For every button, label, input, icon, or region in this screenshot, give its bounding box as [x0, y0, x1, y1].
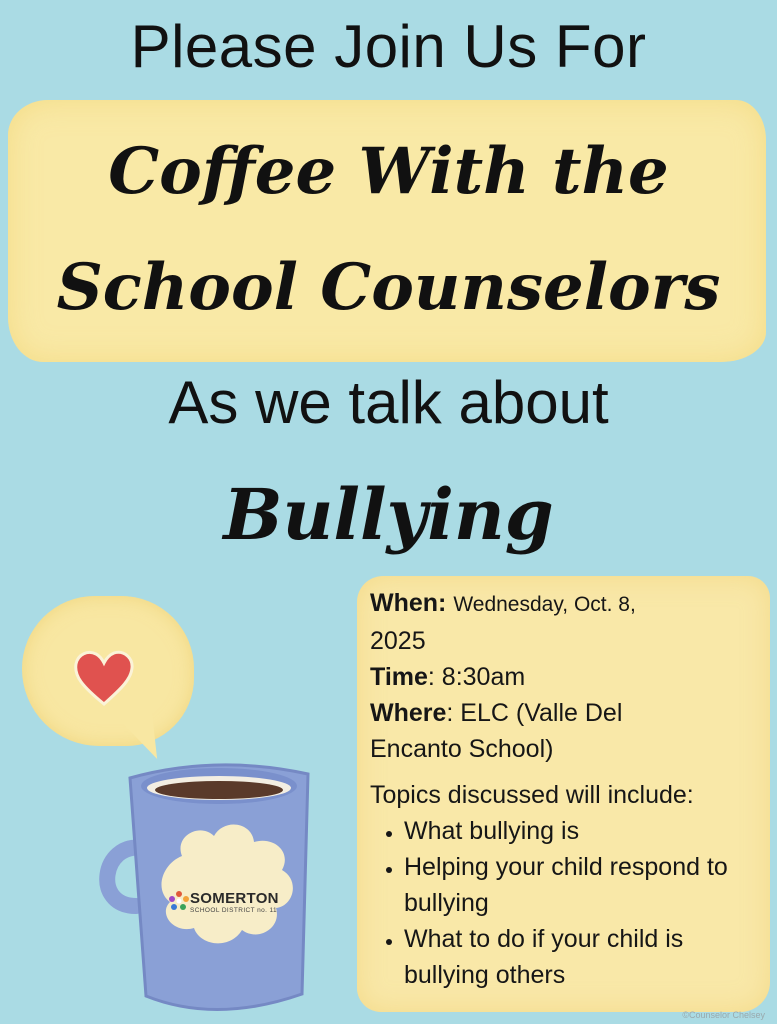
topic-heading: Bullying [223, 473, 554, 556]
list-item: • What bullying is [404, 813, 765, 849]
time-value: : 8:30am [427, 663, 526, 691]
credit-text: ©Counselor Chelsey [682, 1010, 765, 1020]
when-label: When: [370, 589, 447, 617]
lead-in-heading: As we talk about [168, 369, 609, 436]
district-logo [190, 890, 310, 914]
district-logo-subtitle: SCHOOL DISTRICT no. 11 [190, 907, 278, 914]
when-year: 2025 [370, 627, 426, 655]
mug-icon [96, 756, 328, 1020]
topics-list [370, 813, 765, 993]
list-item: • What to do if your child is bullying others [404, 921, 765, 993]
event-title-line-1: Coffee With the [108, 134, 669, 209]
where-label: Where [370, 699, 447, 727]
where-value: : ELC (Valle Del [446, 699, 623, 727]
topics-intro: Topics discussed will include: [370, 781, 694, 809]
intro-heading: Please Join Us For [130, 13, 647, 80]
district-logo-name: SOMERTON [190, 890, 279, 907]
where-line [370, 695, 765, 731]
where-value-2: Encanto School) [370, 735, 554, 763]
when-line [370, 585, 765, 623]
logo-star-icon [168, 890, 190, 912]
heart-icon [72, 646, 136, 710]
time-label: Time [370, 663, 428, 691]
event-title-line-2: School Counselors [56, 250, 721, 325]
time-line [370, 659, 765, 695]
list-item: • Helping your child respond to bullying [404, 849, 765, 921]
when-value: Wednesday, Oct. 8, [453, 593, 636, 616]
details-text [370, 585, 765, 993]
